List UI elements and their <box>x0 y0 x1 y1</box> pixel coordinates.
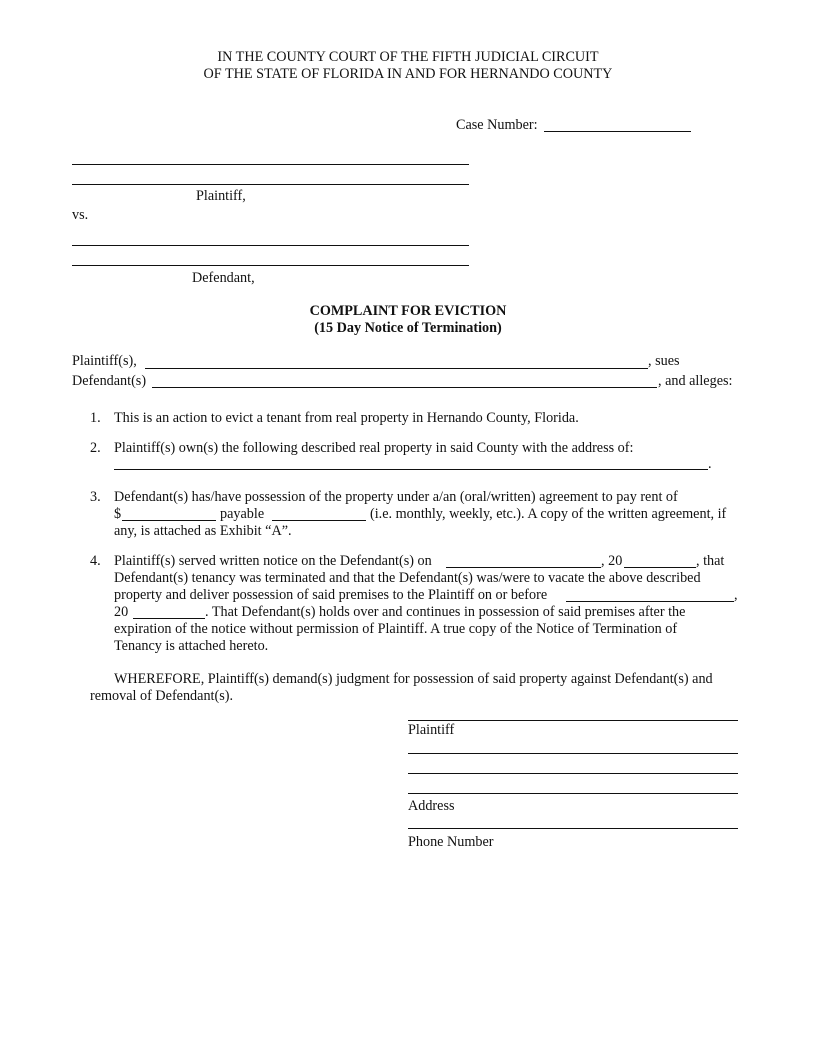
address-line-2[interactable] <box>408 773 738 774</box>
item-1-number: 1. <box>90 410 101 426</box>
plaintiff-name-line-2[interactable] <box>72 184 469 185</box>
item-3-line-3: any, is attached as Exhibit “A”. <box>114 523 292 539</box>
court-name-line-1: IN THE COUNTY COURT OF THE FIFTH JUDICIAL CIRCUIT <box>217 49 599 65</box>
item-4-line-3: property and deliver possession of said premises to the Plaintiff on or before <box>114 587 548 603</box>
notice-date-line[interactable] <box>446 567 601 568</box>
phone-number-line[interactable] <box>408 828 738 829</box>
plaintiff-signature-line[interactable] <box>408 720 738 721</box>
case-number-line <box>544 131 691 132</box>
item-2-period: . <box>708 456 712 472</box>
item-4-line-1b: , 20 <box>601 553 623 569</box>
address-label: Address <box>408 798 455 814</box>
address-line-1[interactable] <box>408 753 738 754</box>
court-name-line-2: OF THE STATE OF FLORIDA IN AND FOR HERNANDO COUNTY <box>203 66 613 82</box>
defendant-name-line-1[interactable] <box>72 245 469 246</box>
defendant-name-line-2[interactable] <box>72 265 469 266</box>
intro-plaintiff-label: Plaintiff(s), <box>72 353 137 369</box>
item-3-line-1: Defendant(s) has/have possession of the property under a/an (oral/written) agreement to pay rent of <box>114 489 678 505</box>
item-3-number: 3. <box>90 489 101 505</box>
plaintiff-signature-label: Plaintiff <box>408 722 455 738</box>
versus-label: vs. <box>72 207 89 223</box>
intro-defendant-line[interactable] <box>152 387 657 388</box>
document-title: COMPLAINT FOR EVICTION <box>309 303 507 319</box>
vacate-year-line[interactable] <box>133 618 205 619</box>
intro-plaintiff-line[interactable] <box>145 368 648 369</box>
phone-number-label: Phone Number <box>408 834 494 850</box>
item-2-text: Plaintiff(s) own(s) the following described real property in said County with the address of: <box>114 440 634 456</box>
item-4-line-2: Defendant(s) tenancy was terminated and that the Defendant(s) was/were to vacate the above described <box>114 570 701 586</box>
item-4-line-6: Tenancy is attached hereto. <box>114 638 269 654</box>
intro-sues-text: , sues <box>648 353 680 369</box>
rent-amount-line[interactable] <box>122 520 216 521</box>
item-4-line-1c: , that <box>696 553 725 569</box>
item-4-line-3-comma: , <box>734 587 738 603</box>
case-number-field[interactable] <box>546 114 689 130</box>
item-3-dollar-sign: $ <box>114 506 122 522</box>
item-4-line-4a: 20 <box>114 604 129 620</box>
plaintiff-name-line-1[interactable] <box>72 164 469 165</box>
defendant-caption-label: Defendant, <box>192 270 255 286</box>
item-1-text: This is an action to evict a tenant from real property in Hernando County, Florida. <box>114 410 579 426</box>
item-3-line-2: (i.e. monthly, weekly, etc.). A copy of the written agreement, if <box>370 506 727 522</box>
notice-year-line[interactable] <box>624 567 696 568</box>
item-2-number: 2. <box>90 440 101 456</box>
intro-defendant-label: Defendant(s) <box>72 373 147 389</box>
rent-period-line[interactable] <box>272 520 366 521</box>
case-number-label: Case Number: <box>456 117 538 133</box>
plaintiff-caption-label: Plaintiff, <box>196 188 246 204</box>
property-address-line[interactable] <box>114 469 708 470</box>
document-subtitle: (15 Day Notice of Termination) <box>314 320 502 336</box>
item-4-number: 4. <box>90 553 101 569</box>
wherefore-line-1: WHEREFORE, Plaintiff(s) demand(s) judgment for possession of said property against Defendant(s) and <box>114 671 713 687</box>
item-3-payable: payable <box>220 506 265 522</box>
item-4-line-5: expiration of the notice without permission of Plaintiff. A true copy of the Notice of Termination of <box>114 621 678 637</box>
address-line-3[interactable] <box>408 793 738 794</box>
vacate-date-line[interactable] <box>566 601 734 602</box>
wherefore-line-2: removal of Defendant(s). <box>90 688 233 704</box>
intro-alleges-text: , and alleges: <box>658 373 733 389</box>
item-4-line-1a: Plaintiff(s) served written notice on the Defendant(s) on <box>114 553 432 569</box>
item-4-line-4b: . That Defendant(s) holds over and continues in possession of said premises after the <box>205 604 686 620</box>
